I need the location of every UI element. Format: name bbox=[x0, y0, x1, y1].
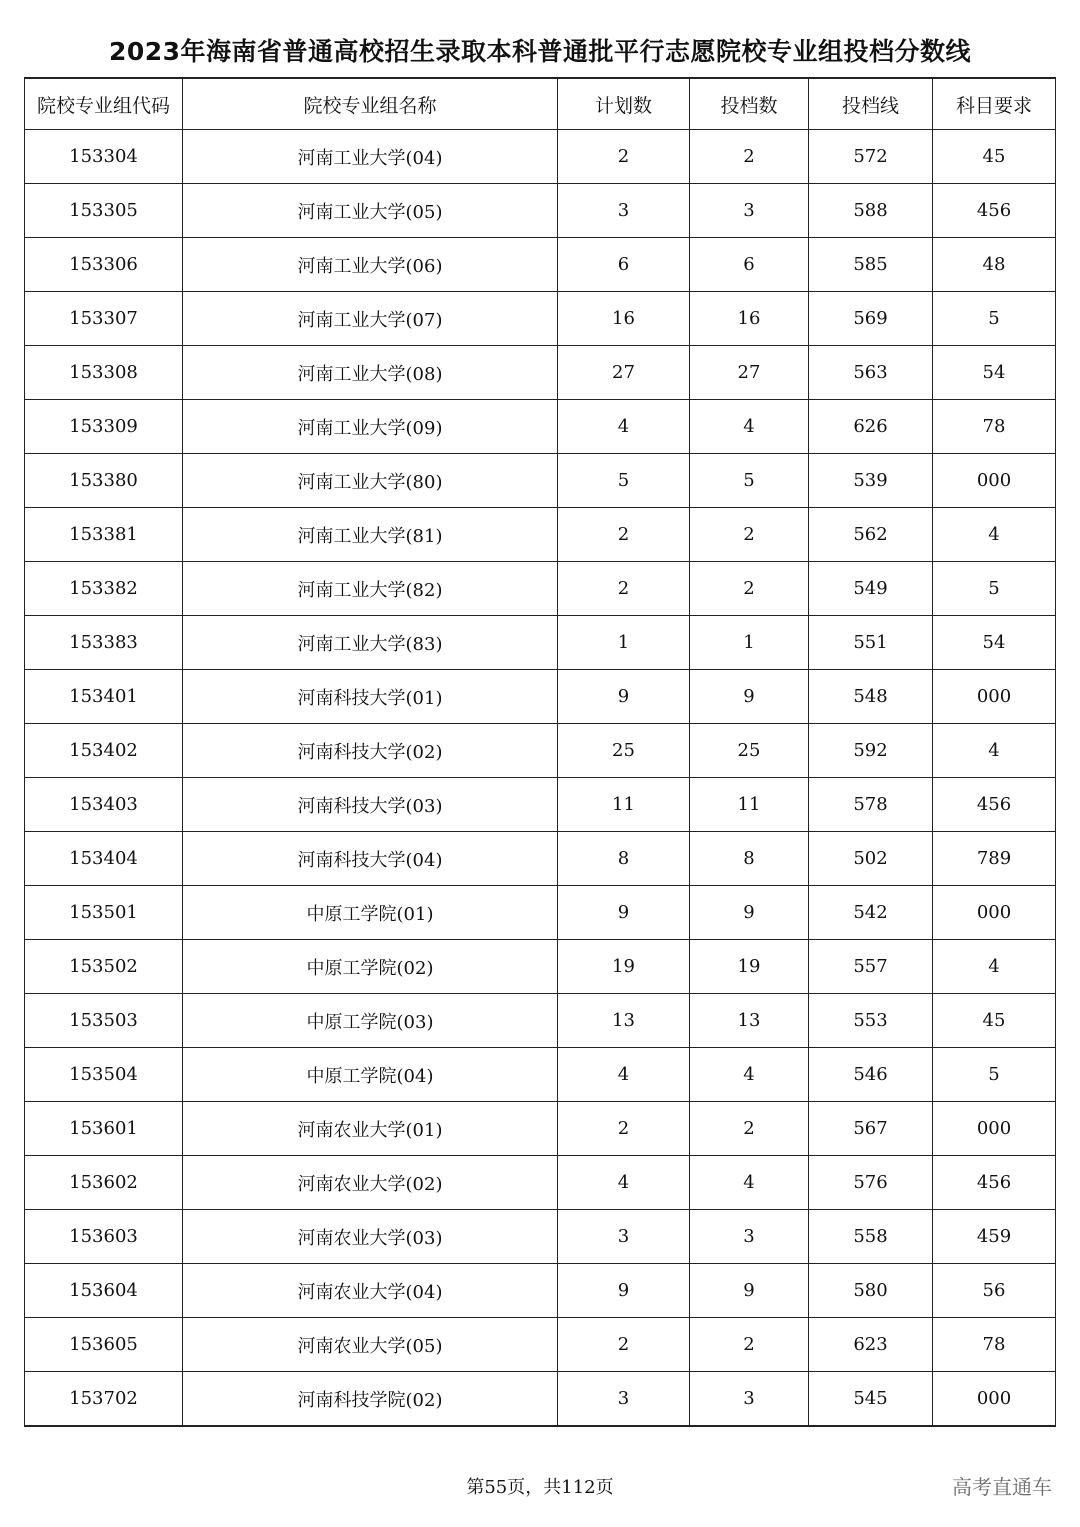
cell-cutoff-score: 551 bbox=[809, 616, 933, 670]
cell-plan-count: 2 bbox=[558, 1102, 690, 1156]
cell-subject-requirement: 000 bbox=[933, 670, 1056, 724]
cell-plan-count: 4 bbox=[558, 1156, 690, 1210]
cell-filed-count: 6 bbox=[690, 238, 809, 292]
cell-group-name: 河南农业大学(04) bbox=[183, 1264, 558, 1318]
header-subject-requirement: 科目要求 bbox=[933, 78, 1056, 130]
cell-group-code: 153381 bbox=[25, 508, 183, 562]
cell-group-code: 153502 bbox=[25, 940, 183, 994]
cell-subject-requirement: 000 bbox=[933, 886, 1056, 940]
cell-plan-count: 9 bbox=[558, 886, 690, 940]
cell-subject-requirement: 78 bbox=[933, 400, 1056, 454]
cell-filed-count: 2 bbox=[690, 1318, 809, 1372]
cell-group-code: 153403 bbox=[25, 778, 183, 832]
cell-plan-count: 6 bbox=[558, 238, 690, 292]
cell-cutoff-score: 548 bbox=[809, 670, 933, 724]
cell-filed-count: 9 bbox=[690, 1264, 809, 1318]
cell-group-code: 153402 bbox=[25, 724, 183, 778]
cell-subject-requirement: 459 bbox=[933, 1210, 1056, 1264]
header-filed-count: 投档数 bbox=[690, 78, 809, 130]
cell-subject-requirement: 54 bbox=[933, 616, 1056, 670]
cell-cutoff-score: 502 bbox=[809, 832, 933, 886]
cell-group-name: 河南农业大学(02) bbox=[183, 1156, 558, 1210]
table-row bbox=[25, 454, 1056, 508]
cell-group-name: 中原工学院(02) bbox=[183, 940, 558, 994]
cell-plan-count: 9 bbox=[558, 670, 690, 724]
cell-group-name: 河南科技大学(04) bbox=[183, 832, 558, 886]
cell-group-name: 河南科技大学(03) bbox=[183, 778, 558, 832]
header-group-code: 院校专业组代码 bbox=[25, 78, 183, 130]
cell-subject-requirement: 456 bbox=[933, 184, 1056, 238]
cell-cutoff-score: 557 bbox=[809, 940, 933, 994]
cell-group-code: 153401 bbox=[25, 670, 183, 724]
cell-plan-count: 3 bbox=[558, 1372, 690, 1427]
cell-group-code: 153702 bbox=[25, 1372, 183, 1427]
cell-filed-count: 4 bbox=[690, 400, 809, 454]
cell-cutoff-score: 588 bbox=[809, 184, 933, 238]
cell-subject-requirement: 48 bbox=[933, 238, 1056, 292]
cell-group-name: 河南工业大学(82) bbox=[183, 562, 558, 616]
cell-cutoff-score: 567 bbox=[809, 1102, 933, 1156]
cell-filed-count: 13 bbox=[690, 994, 809, 1048]
table-row bbox=[25, 1210, 1056, 1264]
cell-plan-count: 3 bbox=[558, 1210, 690, 1264]
table-row bbox=[25, 1102, 1056, 1156]
cell-plan-count: 5 bbox=[558, 454, 690, 508]
cell-plan-count: 13 bbox=[558, 994, 690, 1048]
cell-group-code: 153404 bbox=[25, 832, 183, 886]
cell-group-name: 河南科技学院(02) bbox=[183, 1372, 558, 1427]
cell-group-code: 153503 bbox=[25, 994, 183, 1048]
cell-filed-count: 27 bbox=[690, 346, 809, 400]
cell-group-code: 153304 bbox=[25, 130, 183, 184]
table-row bbox=[25, 832, 1056, 886]
cell-cutoff-score: 542 bbox=[809, 886, 933, 940]
table-row bbox=[25, 562, 1056, 616]
cell-group-code: 153382 bbox=[25, 562, 183, 616]
cell-cutoff-score: 580 bbox=[809, 1264, 933, 1318]
cell-filed-count: 4 bbox=[690, 1048, 809, 1102]
cell-filed-count: 2 bbox=[690, 562, 809, 616]
table-header-row bbox=[25, 78, 1056, 130]
cell-group-code: 153601 bbox=[25, 1102, 183, 1156]
cell-cutoff-score: 563 bbox=[809, 346, 933, 400]
cell-plan-count: 2 bbox=[558, 562, 690, 616]
cell-subject-requirement: 789 bbox=[933, 832, 1056, 886]
cell-filed-count: 8 bbox=[690, 832, 809, 886]
cell-cutoff-score: 545 bbox=[809, 1372, 933, 1427]
cell-group-name: 河南工业大学(04) bbox=[183, 130, 558, 184]
cell-group-code: 153501 bbox=[25, 886, 183, 940]
cell-group-code: 153383 bbox=[25, 616, 183, 670]
cell-filed-count: 2 bbox=[690, 130, 809, 184]
cell-group-code: 153307 bbox=[25, 292, 183, 346]
cell-group-name: 中原工学院(03) bbox=[183, 994, 558, 1048]
cell-subject-requirement: 56 bbox=[933, 1264, 1056, 1318]
cell-subject-requirement: 456 bbox=[933, 1156, 1056, 1210]
table-row bbox=[25, 778, 1056, 832]
cell-cutoff-score: 546 bbox=[809, 1048, 933, 1102]
cell-filed-count: 16 bbox=[690, 292, 809, 346]
cell-group-name: 河南工业大学(09) bbox=[183, 400, 558, 454]
cell-plan-count: 2 bbox=[558, 1318, 690, 1372]
page-title: 2023年海南省普通高校招生录取本科普通批平行志愿院校专业组投档分数线 bbox=[108, 37, 972, 66]
table-row bbox=[25, 1264, 1056, 1318]
cell-filed-count: 2 bbox=[690, 1102, 809, 1156]
table-row bbox=[25, 346, 1056, 400]
cell-group-code: 153504 bbox=[25, 1048, 183, 1102]
cell-group-code: 153604 bbox=[25, 1264, 183, 1318]
table-row bbox=[25, 238, 1056, 292]
cell-group-name: 河南科技大学(01) bbox=[183, 670, 558, 724]
cell-group-name: 中原工学院(04) bbox=[183, 1048, 558, 1102]
cell-group-code: 153308 bbox=[25, 346, 183, 400]
table-row bbox=[25, 886, 1056, 940]
table-row bbox=[25, 940, 1056, 994]
cell-filed-count: 5 bbox=[690, 454, 809, 508]
cell-plan-count: 2 bbox=[558, 508, 690, 562]
cell-subject-requirement: 456 bbox=[933, 778, 1056, 832]
cell-subject-requirement: 78 bbox=[933, 1318, 1056, 1372]
cell-subject-requirement: 4 bbox=[933, 508, 1056, 562]
table-row bbox=[25, 1048, 1056, 1102]
cell-subject-requirement: 000 bbox=[933, 1372, 1056, 1427]
cell-group-name: 河南科技大学(02) bbox=[183, 724, 558, 778]
cell-plan-count: 27 bbox=[558, 346, 690, 400]
cell-plan-count: 25 bbox=[558, 724, 690, 778]
cell-group-name: 河南工业大学(80) bbox=[183, 454, 558, 508]
cell-cutoff-score: 539 bbox=[809, 454, 933, 508]
cell-group-name: 河南农业大学(01) bbox=[183, 1102, 558, 1156]
cell-group-name: 河南工业大学(81) bbox=[183, 508, 558, 562]
header-cutoff-score: 投档线 bbox=[809, 78, 933, 130]
cell-cutoff-score: 553 bbox=[809, 994, 933, 1048]
cell-subject-requirement: 5 bbox=[933, 562, 1056, 616]
cell-filed-count: 3 bbox=[690, 184, 809, 238]
table-row bbox=[25, 130, 1056, 184]
cell-group-code: 153603 bbox=[25, 1210, 183, 1264]
cell-subject-requirement: 5 bbox=[933, 1048, 1056, 1102]
cell-plan-count: 9 bbox=[558, 1264, 690, 1318]
table-row bbox=[25, 1318, 1056, 1372]
table-row bbox=[25, 400, 1056, 454]
cell-group-name: 河南工业大学(05) bbox=[183, 184, 558, 238]
cell-plan-count: 3 bbox=[558, 184, 690, 238]
cell-cutoff-score: 558 bbox=[809, 1210, 933, 1264]
cell-subject-requirement: 45 bbox=[933, 130, 1056, 184]
cell-plan-count: 8 bbox=[558, 832, 690, 886]
cell-cutoff-score: 623 bbox=[809, 1318, 933, 1372]
cell-group-name: 河南农业大学(03) bbox=[183, 1210, 558, 1264]
cell-plan-count: 2 bbox=[558, 130, 690, 184]
cell-subject-requirement: 54 bbox=[933, 346, 1056, 400]
table-row bbox=[25, 508, 1056, 562]
cell-cutoff-score: 572 bbox=[809, 130, 933, 184]
cell-group-code: 153602 bbox=[25, 1156, 183, 1210]
cell-group-name: 河南工业大学(06) bbox=[183, 238, 558, 292]
cell-cutoff-score: 626 bbox=[809, 400, 933, 454]
header-group-name: 院校专业组名称 bbox=[183, 78, 558, 130]
table-row bbox=[25, 1372, 1056, 1427]
cell-group-code: 153380 bbox=[25, 454, 183, 508]
cell-cutoff-score: 576 bbox=[809, 1156, 933, 1210]
cell-filed-count: 19 bbox=[690, 940, 809, 994]
cell-group-code: 153305 bbox=[25, 184, 183, 238]
page-number: 第55页，共112页 bbox=[466, 1477, 614, 1498]
table-body bbox=[25, 130, 1056, 1427]
cell-cutoff-score: 592 bbox=[809, 724, 933, 778]
cell-cutoff-score: 562 bbox=[809, 508, 933, 562]
cell-plan-count: 4 bbox=[558, 400, 690, 454]
cell-group-name: 中原工学院(01) bbox=[183, 886, 558, 940]
cell-group-name: 河南工业大学(08) bbox=[183, 346, 558, 400]
table-row bbox=[25, 670, 1056, 724]
cell-subject-requirement: 000 bbox=[933, 1102, 1056, 1156]
admission-score-table bbox=[24, 77, 1056, 1427]
cell-filed-count: 11 bbox=[690, 778, 809, 832]
cell-plan-count: 1 bbox=[558, 616, 690, 670]
cell-plan-count: 16 bbox=[558, 292, 690, 346]
watermark-text: 高考直通车 bbox=[952, 1475, 1052, 1499]
cell-filed-count: 2 bbox=[690, 508, 809, 562]
cell-filed-count: 4 bbox=[690, 1156, 809, 1210]
cell-subject-requirement: 5 bbox=[933, 292, 1056, 346]
cell-group-name: 河南农业大学(05) bbox=[183, 1318, 558, 1372]
table-row bbox=[25, 616, 1056, 670]
cell-filed-count: 9 bbox=[690, 670, 809, 724]
cell-group-name: 河南工业大学(07) bbox=[183, 292, 558, 346]
cell-cutoff-score: 549 bbox=[809, 562, 933, 616]
cell-filed-count: 3 bbox=[690, 1372, 809, 1427]
table-row bbox=[25, 1156, 1056, 1210]
cell-subject-requirement: 4 bbox=[933, 940, 1056, 994]
cell-filed-count: 1 bbox=[690, 616, 809, 670]
cell-group-name: 河南工业大学(83) bbox=[183, 616, 558, 670]
cell-plan-count: 4 bbox=[558, 1048, 690, 1102]
table-row bbox=[25, 292, 1056, 346]
cell-group-code: 153306 bbox=[25, 238, 183, 292]
table-row bbox=[25, 184, 1056, 238]
cell-group-code: 153309 bbox=[25, 400, 183, 454]
cell-subject-requirement: 45 bbox=[933, 994, 1056, 1048]
header-plan-count: 计划数 bbox=[558, 78, 690, 130]
cell-plan-count: 11 bbox=[558, 778, 690, 832]
cell-cutoff-score: 585 bbox=[809, 238, 933, 292]
table-row bbox=[25, 724, 1056, 778]
cell-filed-count: 3 bbox=[690, 1210, 809, 1264]
cell-filed-count: 25 bbox=[690, 724, 809, 778]
cell-subject-requirement: 4 bbox=[933, 724, 1056, 778]
cell-cutoff-score: 578 bbox=[809, 778, 933, 832]
cell-plan-count: 19 bbox=[558, 940, 690, 994]
table-row bbox=[25, 994, 1056, 1048]
cell-group-code: 153605 bbox=[25, 1318, 183, 1372]
cell-filed-count: 9 bbox=[690, 886, 809, 940]
cell-subject-requirement: 000 bbox=[933, 454, 1056, 508]
cell-cutoff-score: 569 bbox=[809, 292, 933, 346]
